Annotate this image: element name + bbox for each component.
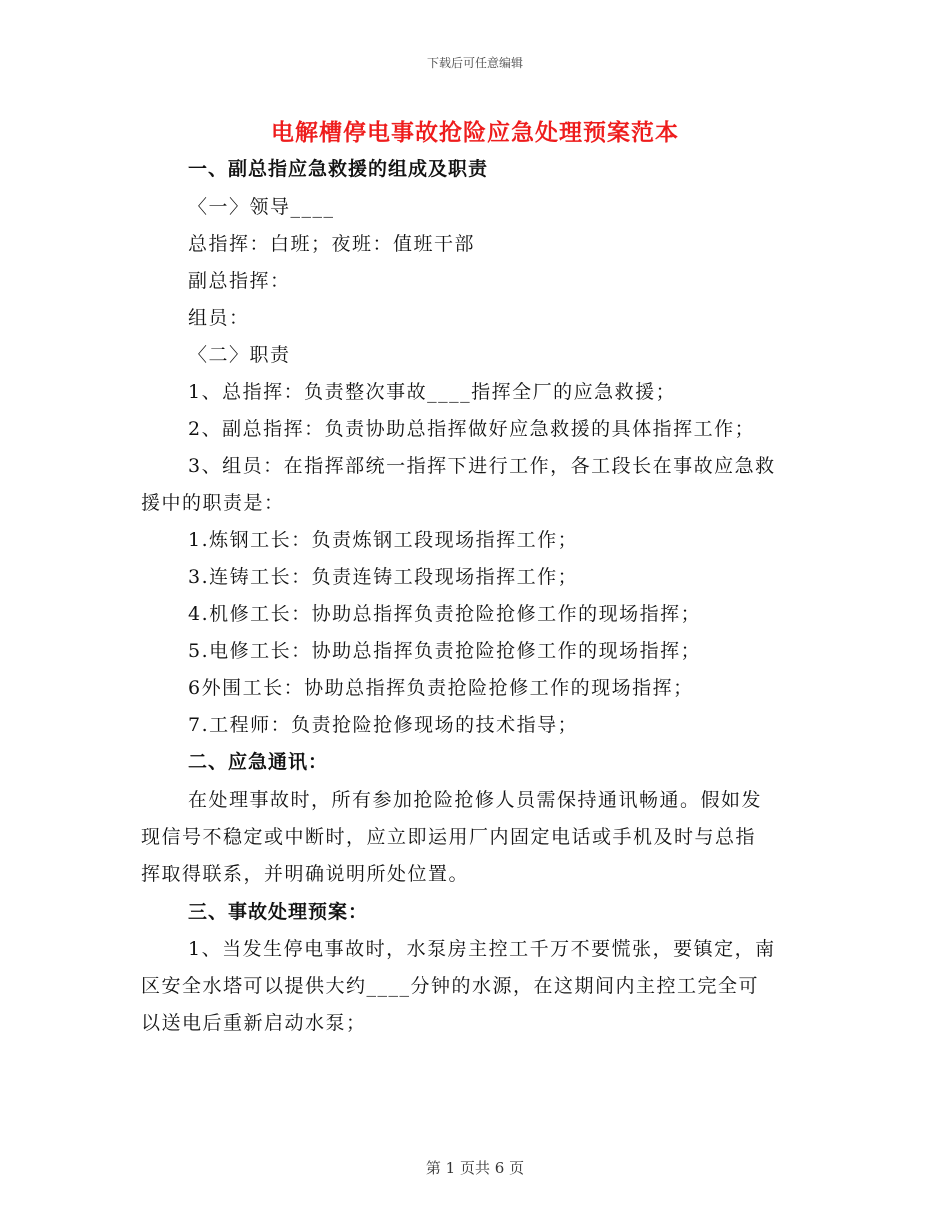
duty-1: 1、总指挥：负责整次事故____指挥全厂的应急救援； — [188, 381, 677, 403]
duty-3-line2: 援中的职责是： — [141, 492, 285, 514]
subsection-leadership: 〈一〉领导____ — [188, 196, 335, 218]
role-electrical: 5.电修工长：协助总指挥负责抢险抢修工作的现场指挥； — [188, 640, 702, 662]
role-casting: 3.连铸工长：负责连铸工段现场指挥工作； — [188, 566, 579, 588]
commander-line: 总指挥：白班；夜班：值班干部 — [188, 233, 476, 255]
role-engineer: 7.工程师：负责抢险抢修现场的技术指导； — [188, 714, 579, 736]
subsection-duties: 〈二〉职责 — [188, 344, 291, 366]
section3-paragraph-line3: 以送电后重新启动水泵； — [141, 1012, 367, 1034]
page-footer: 第 1 页共 6 页 — [425, 1159, 525, 1177]
section1-heading: 一、副总指应急救援的组成及职责 — [188, 158, 489, 180]
duty-3-line1: 3、组员：在指挥部统一指挥下进行工作，各工段长在事故应急救 — [188, 455, 776, 477]
document-title: 电解槽停电事故抢险应急处理预案范本 — [271, 120, 679, 146]
role-mechanical: 4.机修工长：协助总指挥负责抢险抢修工作的现场指挥； — [188, 603, 702, 625]
section3-paragraph-line1: 1、当发生停电事故时，水泵房主控工千万不要慌张，要镇定，南 — [188, 938, 776, 960]
section2-heading: 二、应急通讯： — [188, 751, 329, 773]
section3-paragraph-line2: 区安全水塔可以提供大约____分钟的水源，在这期间内主控工完全可 — [141, 975, 760, 997]
page-header: 下载后可任意编辑 — [426, 56, 523, 70]
deputy-commander-line: 副总指挥： — [188, 270, 291, 292]
role-steelmaking: 1.炼钢工长：负责炼钢工段现场指挥工作； — [188, 529, 579, 551]
section2-paragraph-line1: 在处理事故时，所有参加抢险抢修人员需保持通讯畅通。假如发 — [188, 789, 763, 811]
section3-heading: 三、事故处理预案： — [188, 901, 369, 923]
members-line: 组员： — [188, 307, 250, 329]
duty-2: 2、副总指挥：负责协助总指挥做好应急救援的具体指挥工作； — [188, 418, 756, 440]
section2-paragraph-line3: 挥取得联系，并明确说明所处位置。 — [141, 863, 470, 885]
section2-paragraph-line2: 现信号不稳定或中断时，应立即运用厂内固定电话或手机及时与总指 — [141, 826, 757, 848]
role-perimeter: 6外围工长：协助总指挥负责抢险抢修工作的现场指挥； — [188, 677, 694, 699]
